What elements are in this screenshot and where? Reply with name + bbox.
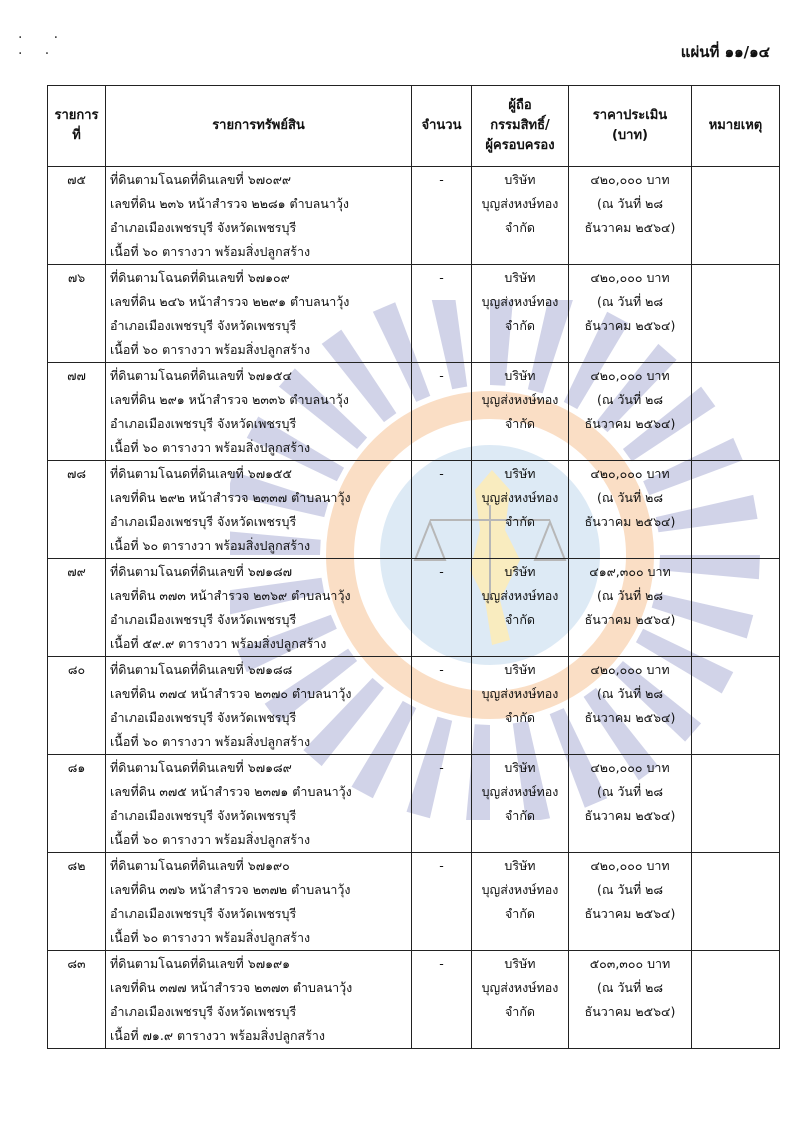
header-quantity: จำนวน (412, 86, 472, 167)
owner-line: จำกัด (504, 808, 536, 823)
row-owner (472, 461, 569, 559)
row-quantity: - (412, 461, 472, 559)
price-line: (ณ วันที่ ๒๘ (596, 882, 664, 897)
owner-line: บุญส่งหงษ์ทอง (481, 882, 559, 897)
owner-line: บุญส่งหงษ์ทอง (481, 588, 559, 603)
table-row (48, 559, 780, 657)
description-line: เนื้อที่ ๗๑.๙ ตารางวา พร้อมสิ่งปลูกสร้าง (110, 1028, 326, 1043)
row-note (692, 363, 780, 461)
description-line: ที่ดินตามโฉนดที่ดินเลขที่ ๖๗๑๙๐ (110, 858, 290, 873)
row-price (569, 755, 692, 853)
owner-line: บุญส่งหงษ์ทอง (481, 392, 559, 407)
price-line: ธันวาคม ๒๕๖๔) (584, 808, 676, 823)
row-description (106, 853, 412, 951)
row-price (569, 167, 692, 265)
row-description (106, 461, 412, 559)
row-owner (472, 167, 569, 265)
owner-line: บุญส่งหงษ์ทอง (481, 294, 559, 309)
price-line: ธันวาคม ๒๕๖๔) (584, 710, 676, 725)
row-owner (472, 853, 569, 951)
owner-line: บริษัท (504, 368, 536, 383)
owner-line: บริษัท (504, 858, 536, 873)
row-price (569, 265, 692, 363)
price-line: ๔๒๐,๐๐๐ บาท (590, 858, 670, 873)
price-line: (ณ วันที่ ๒๘ (596, 686, 664, 701)
description-line: อำเภอเมืองเพชรบุรี จังหวัดเพชรบุรี (110, 1004, 297, 1019)
price-line: (ณ วันที่ ๒๘ (596, 784, 664, 799)
owner-line: บุญส่งหงษ์ทอง (481, 490, 559, 505)
asset-table (47, 85, 780, 1049)
description-line: ที่ดินตามโฉนดที่ดินเลขที่ ๖๗๐๙๙ (110, 172, 292, 187)
owner-line: จำกัด (504, 220, 536, 235)
owner-line: จำกัด (504, 514, 536, 529)
row-item-number: ๗๙ (48, 559, 106, 657)
table-row (48, 363, 780, 461)
description-line: อำเภอเมืองเพชรบุรี จังหวัดเพชรบุรี (110, 416, 297, 431)
price-line: ๔๒๐,๐๐๐ บาท (590, 172, 670, 187)
description-line: เลขที่ดิน ๒๓๖ หน้าสำรวจ ๒๒๘๑ ตำบลนาวุ้ง (110, 196, 349, 211)
description-line: ที่ดินตามโฉนดที่ดินเลขที่ ๖๗๑๕๕ (110, 466, 292, 481)
row-note (692, 755, 780, 853)
table-header-row (48, 86, 780, 167)
owner-line: บุญส่งหงษ์ทอง (481, 980, 559, 995)
row-description (106, 559, 412, 657)
row-quantity: - (412, 951, 472, 1049)
price-line: ธันวาคม ๒๕๖๔) (584, 1004, 676, 1019)
row-item-number: ๘๐ (48, 657, 106, 755)
table-row (48, 461, 780, 559)
description-line: ที่ดินตามโฉนดที่ดินเลขที่ ๖๗๑๘๗ (110, 564, 293, 579)
row-price (569, 363, 692, 461)
row-note (692, 951, 780, 1049)
owner-line: จำกัด (504, 1004, 536, 1019)
row-note (692, 265, 780, 363)
scan-marks: · · · · (18, 30, 59, 62)
owner-line: จำกัด (504, 906, 536, 921)
description-line: อำเภอเมืองเพชรบุรี จังหวัดเพชรบุรี (110, 710, 297, 725)
row-item-number: ๘๒ (48, 853, 106, 951)
row-note (692, 167, 780, 265)
owner-line: บริษัท (504, 466, 536, 481)
row-quantity: - (412, 853, 472, 951)
description-line: ที่ดินตามโฉนดที่ดินเลขที่ ๖๗๑๐๙ (110, 270, 290, 285)
row-quantity: - (412, 265, 472, 363)
description-line: ที่ดินตามโฉนดที่ดินเลขที่ ๖๗๑๘๘ (110, 662, 293, 677)
owner-line: บริษัท (504, 956, 536, 971)
row-description (106, 265, 412, 363)
table-row (48, 755, 780, 853)
owner-line: บุญส่งหงษ์ทอง (481, 686, 559, 701)
price-line: ธันวาคม ๒๕๖๔) (584, 220, 676, 235)
price-line: ธันวาคม ๒๕๖๔) (584, 514, 676, 529)
description-line: ที่ดินตามโฉนดที่ดินเลขที่ ๖๗๑๘๙ (110, 760, 292, 775)
table-row (48, 265, 780, 363)
description-line: เลขที่ดิน ๒๔๖ หน้าสำรวจ ๒๒๙๑ ตำบลนาวุ้ง (110, 294, 350, 309)
description-line: อำเภอเมืองเพชรบุรี จังหวัดเพชรบุรี (110, 612, 297, 627)
table-row (48, 951, 780, 1049)
row-description (106, 167, 412, 265)
row-item-number: ๘๓ (48, 951, 106, 1049)
description-line: เนื้อที่ ๖๐ ตารางวา พร้อมสิ่งปลูกสร้าง (110, 734, 311, 749)
price-line: ๔๒๐,๐๐๐ บาท (590, 760, 670, 775)
price-line: ๔๒๐,๐๐๐ บาท (590, 368, 670, 383)
row-quantity: - (412, 363, 472, 461)
row-owner (472, 657, 569, 755)
price-line: (ณ วันที่ ๒๘ (596, 392, 664, 407)
description-line: เลขที่ดิน ๓๗๔ หน้าสำรวจ ๒๓๗๐ ตำบลนาวุ้ง (110, 686, 352, 701)
description-line: เนื้อที่ ๖๐ ตารางวา พร้อมสิ่งปลูกสร้าง (110, 244, 311, 259)
table-row (48, 657, 780, 755)
price-line: (ณ วันที่ ๒๘ (596, 980, 664, 995)
owner-line: บุญส่งหงษ์ทอง (481, 784, 559, 799)
description-line: เนื้อที่ ๖๐ ตารางวา พร้อมสิ่งปลูกสร้าง (110, 342, 311, 357)
row-price (569, 461, 692, 559)
owner-line: บุญส่งหงษ์ทอง (481, 196, 559, 211)
price-line: ๔๑๙,๓๐๐ บาท (589, 564, 671, 579)
owner-line: จำกัด (504, 710, 536, 725)
price-line: ธันวาคม ๒๕๖๔) (584, 612, 676, 627)
description-line: เลขที่ดิน ๒๙๑ หน้าสำรวจ ๒๓๓๖ ตำบลนาวุ้ง (110, 392, 349, 407)
price-line: (ณ วันที่ ๒๘ (596, 294, 664, 309)
price-line: ๔๒๐,๐๐๐ บาท (590, 466, 670, 481)
description-line: เนื้อที่ ๕๙.๙ ตารางวา พร้อมสิ่งปลูกสร้าง (110, 636, 327, 651)
header-description: รายการทรัพย์สิน (106, 86, 412, 167)
description-line: ที่ดินตามโฉนดที่ดินเลขที่ ๖๗๑๕๔ (110, 368, 292, 383)
row-quantity: - (412, 559, 472, 657)
owner-line: จำกัด (504, 318, 536, 333)
description-line: อำเภอเมืองเพชรบุรี จังหวัดเพชรบุรี (110, 220, 297, 235)
description-line: เนื้อที่ ๖๐ ตารางวา พร้อมสิ่งปลูกสร้าง (110, 538, 311, 553)
row-quantity: - (412, 167, 472, 265)
row-description (106, 755, 412, 853)
row-item-number: ๗๗ (48, 363, 106, 461)
description-line: อำเภอเมืองเพชรบุรี จังหวัดเพชรบุรี (110, 906, 297, 921)
header-item-no: รายการ ที่ (48, 86, 106, 167)
row-price (569, 657, 692, 755)
row-description (106, 657, 412, 755)
description-line: อำเภอเมืองเพชรบุรี จังหวัดเพชรบุรี (110, 514, 297, 529)
row-owner (472, 755, 569, 853)
row-note (692, 559, 780, 657)
row-price (569, 559, 692, 657)
owner-line: บริษัท (504, 564, 536, 579)
header-price: ราคาประเมิน (บาท) (569, 86, 692, 167)
row-description (106, 951, 412, 1049)
row-item-number: ๗๖ (48, 265, 106, 363)
row-quantity: - (412, 657, 472, 755)
header-note: หมายเหตุ (692, 86, 780, 167)
page-number: แผ่นที่ ๑๑/๑๔ (680, 43, 770, 61)
price-line: (ณ วันที่ ๒๘ (596, 490, 664, 505)
table-row (48, 853, 780, 951)
row-item-number: ๗๘ (48, 461, 106, 559)
price-line: ธันวาคม ๒๕๖๔) (584, 318, 676, 333)
row-note (692, 461, 780, 559)
description-line: ที่ดินตามโฉนดที่ดินเลขที่ ๖๗๑๙๑ (110, 956, 291, 971)
description-line: เลขที่ดิน ๓๗๗ หน้าสำรวจ ๒๓๗๓ ตำบลนาวุ้ง (110, 980, 353, 995)
description-line: อำเภอเมืองเพชรบุรี จังหวัดเพชรบุรี (110, 808, 297, 823)
row-price (569, 853, 692, 951)
description-line: เลขที่ดิน ๓๗๓ หน้าสำรวจ ๒๓๖๙ ตำบลนาวุ้ง (110, 588, 351, 603)
description-line: เนื้อที่ ๖๐ ตารางวา พร้อมสิ่งปลูกสร้าง (110, 832, 311, 847)
description-line: เลขที่ดิน ๒๙๒ หน้าสำรวจ ๒๓๓๗ ตำบลนาวุ้ง (110, 490, 351, 505)
row-item-number: ๗๕ (48, 167, 106, 265)
description-line: อำเภอเมืองเพชรบุรี จังหวัดเพชรบุรี (110, 318, 297, 333)
price-line: ธันวาคม ๒๕๖๔) (584, 416, 676, 431)
price-line: ๔๒๐,๐๐๐ บาท (590, 270, 670, 285)
row-note (692, 853, 780, 951)
row-note (692, 657, 780, 755)
row-quantity: - (412, 755, 472, 853)
owner-line: บริษัท (504, 760, 536, 775)
row-description (106, 363, 412, 461)
owner-line: บริษัท (504, 172, 536, 187)
table-row (48, 167, 780, 265)
price-line: ธันวาคม ๒๕๖๔) (584, 906, 676, 921)
row-item-number: ๘๑ (48, 755, 106, 853)
row-owner (472, 951, 569, 1049)
description-line: เลขที่ดิน ๓๗๕ หน้าสำรวจ ๒๓๗๑ ตำบลนาวุ้ง (110, 784, 352, 799)
owner-line: จำกัด (504, 416, 536, 431)
row-owner (472, 363, 569, 461)
header-owner: ผู้ถือ กรรมสิทธิ์/ ผู้ครอบครอง (472, 86, 569, 167)
description-line: เนื้อที่ ๖๐ ตารางวา พร้อมสิ่งปลูกสร้าง (110, 930, 311, 945)
row-owner (472, 265, 569, 363)
price-line: (ณ วันที่ ๒๘ (596, 588, 664, 603)
owner-line: บริษัท (504, 662, 536, 677)
row-owner (472, 559, 569, 657)
row-price (569, 951, 692, 1049)
description-line: เนื้อที่ ๖๐ ตารางวา พร้อมสิ่งปลูกสร้าง (110, 440, 311, 455)
price-line: (ณ วันที่ ๒๘ (596, 196, 664, 211)
owner-line: บริษัท (504, 270, 536, 285)
owner-line: จำกัด (504, 612, 536, 627)
description-line: เลขที่ดิน ๓๗๖ หน้าสำรวจ ๒๓๗๒ ตำบลนาวุ้ง (110, 882, 351, 897)
price-line: ๔๒๐,๐๐๐ บาท (590, 662, 670, 677)
price-line: ๕๐๓,๓๐๐ บาท (589, 956, 671, 971)
